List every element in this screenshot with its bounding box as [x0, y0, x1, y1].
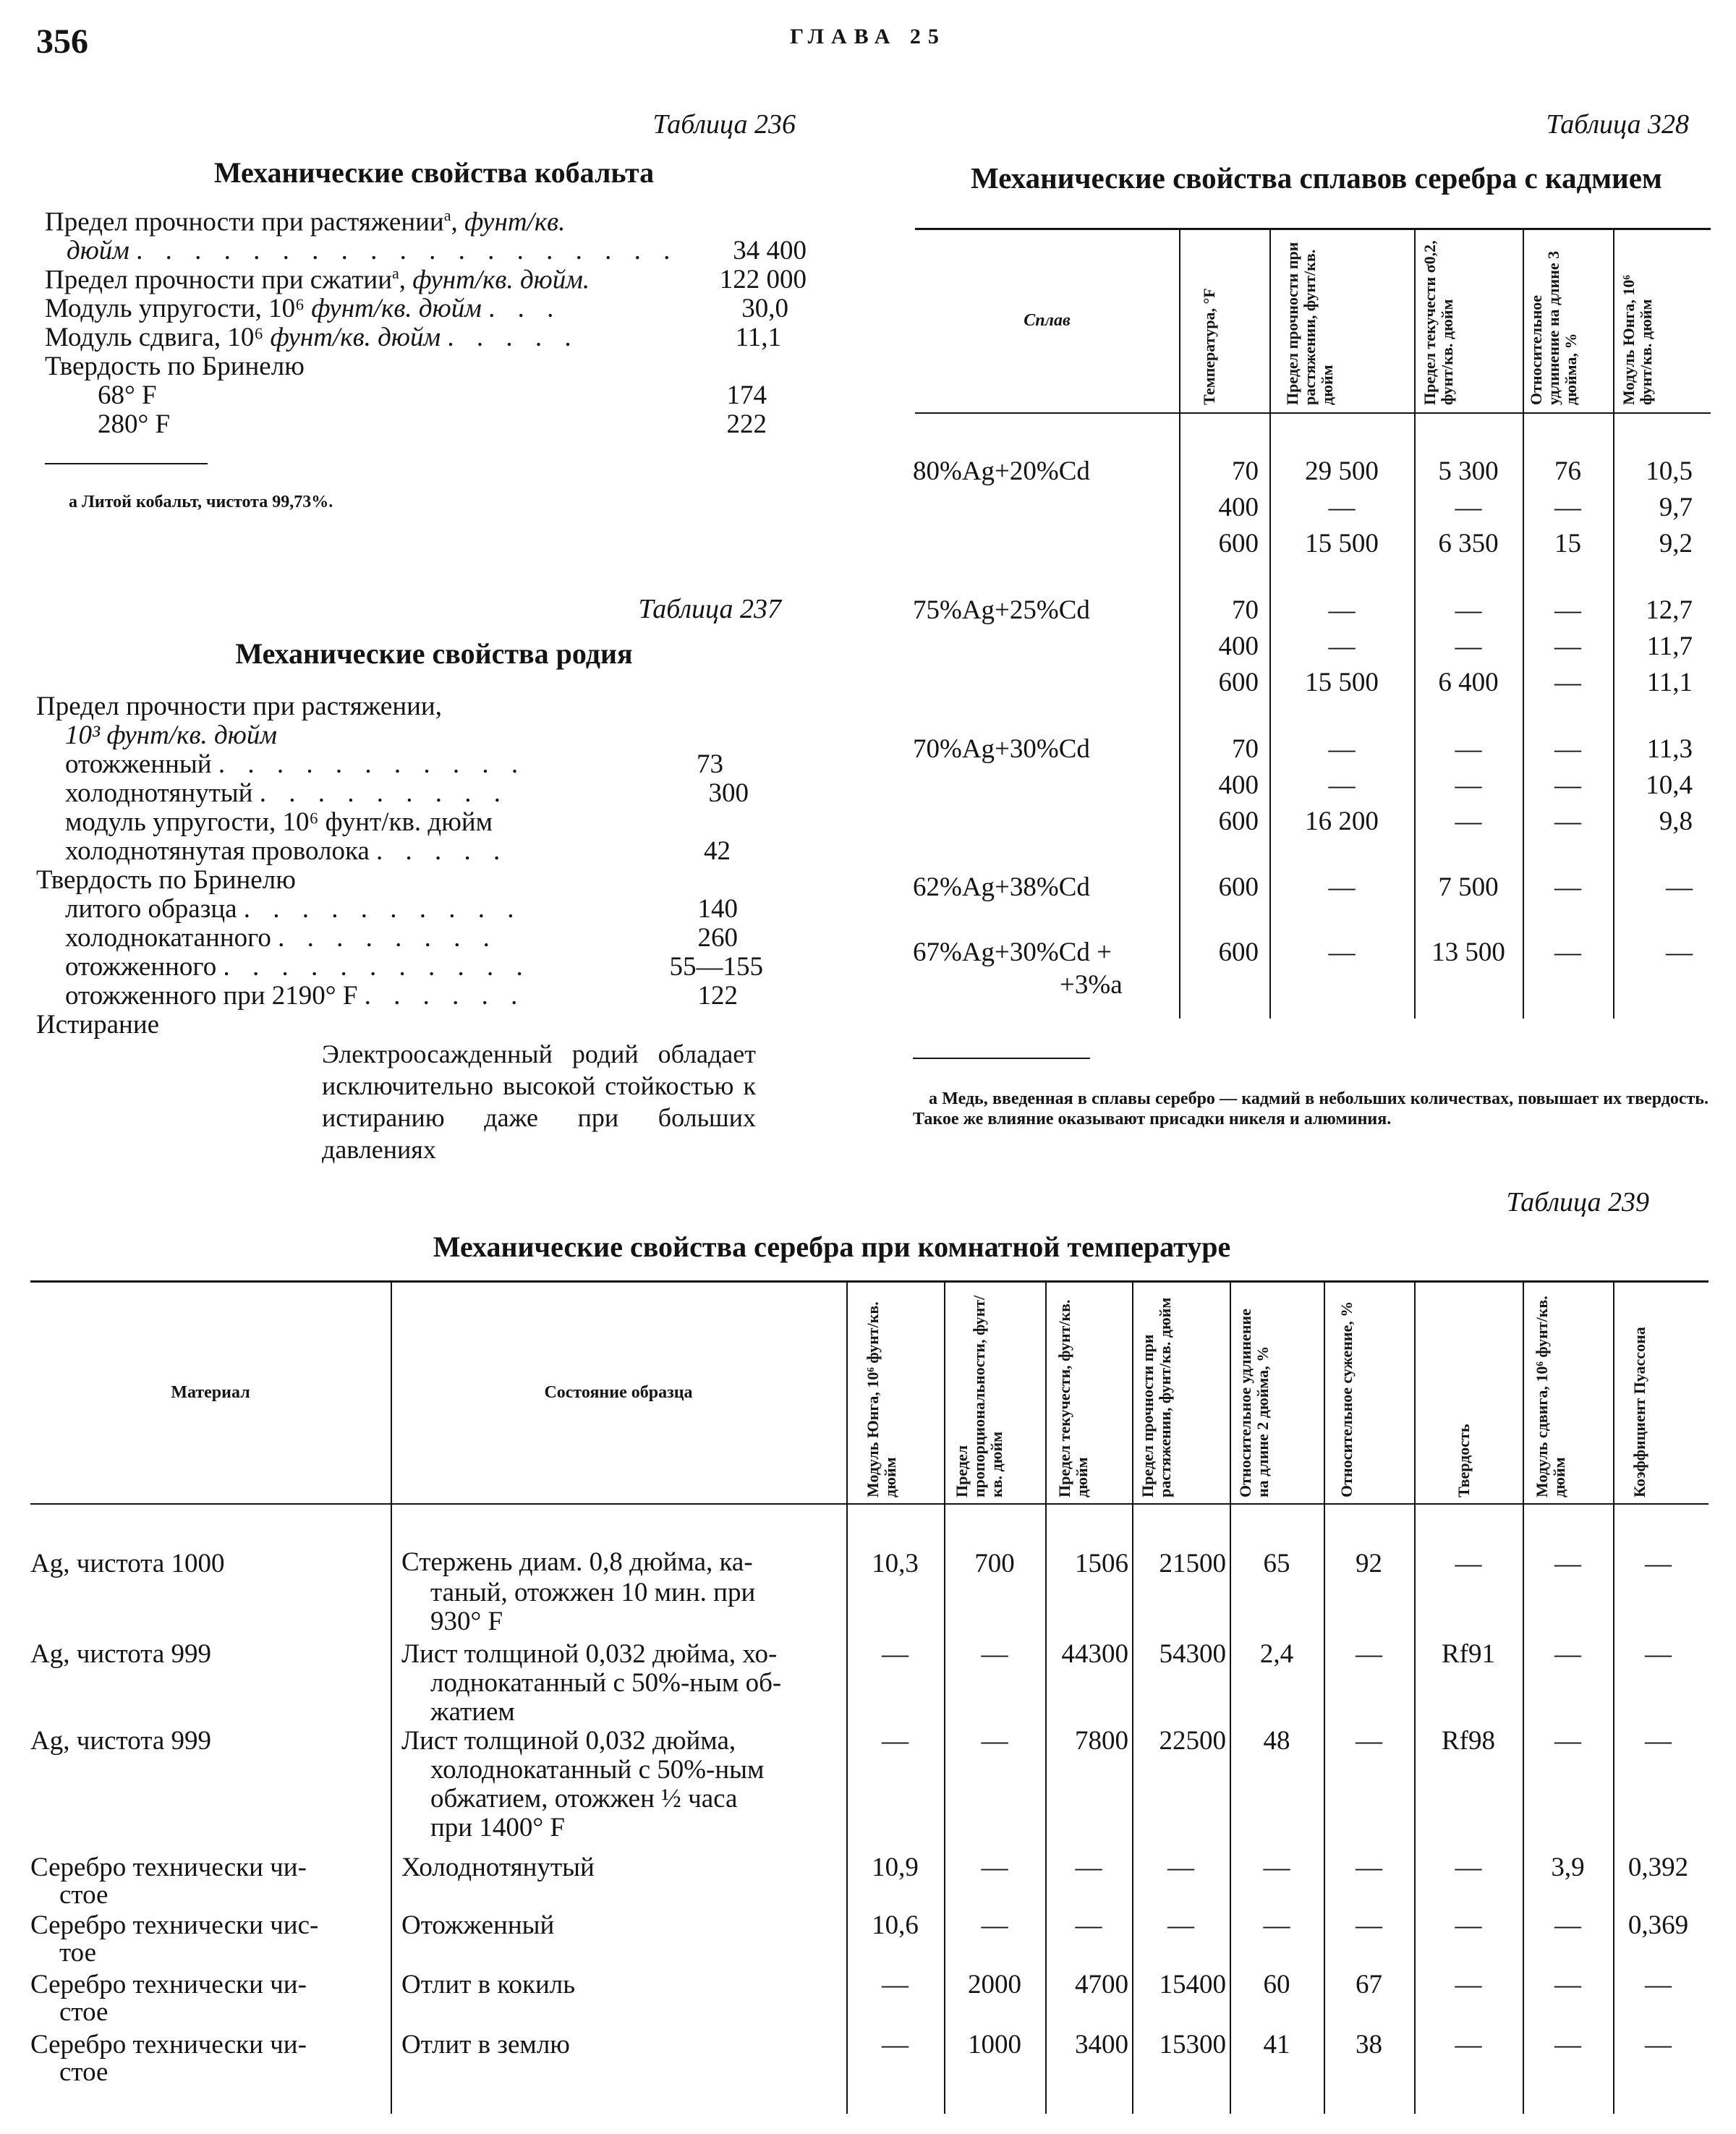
table-239-label: Таблица 239 — [1506, 1187, 1649, 1217]
table-rule-header — [30, 1503, 1709, 1505]
list-item: холоднотянутая проволока . . . . . — [65, 836, 509, 866]
column-header: Модуль Юнга, 10⁶ фунт/кв. дюйм — [864, 1301, 899, 1497]
alloy-label: 67%Ag+30%Cd + — [913, 938, 1112, 967]
list-item: холоднокатанного . . . . . . . . — [65, 923, 498, 953]
table-rule-top — [30, 1280, 1709, 1283]
table-value: 174 — [726, 381, 767, 410]
column-header: Предел пропорциональности, фунт/кв. дюйм — [953, 1295, 1005, 1497]
table-value: 30,0 — [741, 294, 788, 323]
table-238-title: Механические свойства сплавов серебра с кадмием — [971, 161, 1662, 195]
table-236-footnote: а Литой кобальт, чистота 99,73%. — [69, 493, 333, 511]
table-rule-header — [915, 412, 1711, 414]
column-header: Модуль Юнга, 10⁶ фунт/кв. дюйм — [1620, 275, 1655, 405]
table-236-title: Механические свойства кобальта — [213, 156, 655, 189]
table-value: 140 — [697, 894, 738, 924]
list-item: 68° F — [98, 381, 157, 410]
column-header: Относительное удлинение на длине 2 дюйма, % — [1236, 1309, 1272, 1497]
list-item: отожженный . . . . . . . . . . . — [65, 749, 527, 779]
column-header: Предел текучести σ0,2, фунт/кв. дюйм — [1421, 240, 1456, 405]
list-item: Предел прочности при растяжении$^а$, фунт/кв. — [45, 206, 566, 237]
list-item: 280° F — [98, 409, 171, 439]
table-236-label: Таблица 236 — [652, 109, 796, 140]
alloy-label: 70%Ag+30%Cd — [913, 734, 1090, 764]
column-header: Материал — [171, 1383, 250, 1402]
footnote-rule — [913, 1058, 1090, 1059]
column-header: Относительное удлинение на длине 3 дюйма, % — [1527, 250, 1580, 405]
column-header: Модуль сдвига, 10⁶ фунт/кв. дюйм — [1533, 1296, 1568, 1497]
table-238-label: Таблица 328 — [1546, 109, 1689, 140]
column-header: Сплав — [1024, 311, 1071, 330]
table-237-title: Механические свойства родия — [235, 637, 633, 670]
chapter-title: ГЛАВА 25 — [790, 25, 946, 48]
table-value: 260 — [697, 923, 738, 953]
alloy-label: 75%Ag+25%Cd — [913, 595, 1090, 625]
table-value: 73 — [697, 749, 723, 779]
list-item: отожженного . . . . . . . . . . . — [65, 952, 531, 982]
column-header: Температура, °F — [1200, 288, 1218, 405]
table-238-footnote: а Медь, введенная в сплавы серебро — кадмий в небольших количествах, повышает их твердость. Такое же влияние оказывают присадки никеля и алюминия. — [913, 1089, 1709, 1128]
list-item: 10³ фунт/кв. дюйм — [65, 720, 277, 750]
list-item: холоднотянутый . . . . . . . . . — [65, 778, 509, 808]
table-237-label: Таблица 237 — [638, 594, 781, 624]
table-value: 11,1 — [735, 323, 781, 352]
table-rule-top — [915, 228, 1711, 230]
table-value: 122 — [697, 981, 738, 1011]
list-item: Модуль упругости, 10⁶ фунт/кв. дюйм . . . — [45, 294, 562, 323]
table-239-title: Механические свойства серебра при комнатной температуре — [433, 1230, 1231, 1263]
column-header: Относительное сужение, % — [1337, 1301, 1356, 1497]
table-value: 300 — [708, 778, 749, 808]
footnote-rule — [45, 463, 208, 464]
list-item: Твердость по Бринелю — [45, 352, 305, 381]
list-item: Предел прочности при сжатии$^а$, фунт/кв. дюйм. — [45, 264, 590, 295]
alloy-label: +3%а — [1060, 970, 1123, 1000]
list-item: литого образца . . . . . . . . . . — [65, 894, 522, 924]
table-value: 42 — [704, 836, 731, 866]
column-header: Твердость — [1455, 1424, 1473, 1497]
column-header: Предел текучести, фунт/кв. дюйм — [1055, 1299, 1091, 1497]
column-header: Предел прочности при растяжении, фунт/кв. дюйм — [1139, 1297, 1174, 1497]
list-item: Твердость по Бринелю — [36, 865, 296, 895]
alloy-label: 62%Ag+38%Cd — [913, 872, 1090, 902]
table-value: 55—155 — [669, 952, 763, 982]
column-header: Предел прочности при растяжении, фунт/кв. дюйм — [1283, 242, 1336, 405]
list-item: модуль упругости, 10⁶ фунт/кв. дюйм — [65, 807, 493, 837]
list-item: Предел прочности при растяжении, — [36, 692, 442, 721]
list-item: Истирание — [36, 1010, 160, 1040]
list-item: дюйм . . . . . . . . . . . . . . . . . . . — [67, 236, 678, 265]
abrasion-note: Электроосажденный родий обладает исключительно высокой стойкостью к истиранию даже при больших давлениях — [322, 1040, 756, 1164]
column-header: Коэффициент Пуассона — [1630, 1327, 1648, 1497]
column-divider — [391, 1282, 392, 2114]
page-number: 356 — [36, 22, 88, 61]
alloy-label: 80%Ag+20%Cd — [913, 456, 1090, 486]
list-item: отожженного при 2190° F . . . . . . — [65, 981, 526, 1011]
table-value: 222 — [726, 409, 767, 439]
column-header: Состояние образца — [544, 1383, 693, 1402]
table-value: 122 000 — [719, 265, 807, 294]
list-item: Модуль сдвига, 10⁶ фунт/кв. дюйм . . . . . — [45, 323, 579, 352]
table-value: 34 400 — [733, 236, 807, 265]
